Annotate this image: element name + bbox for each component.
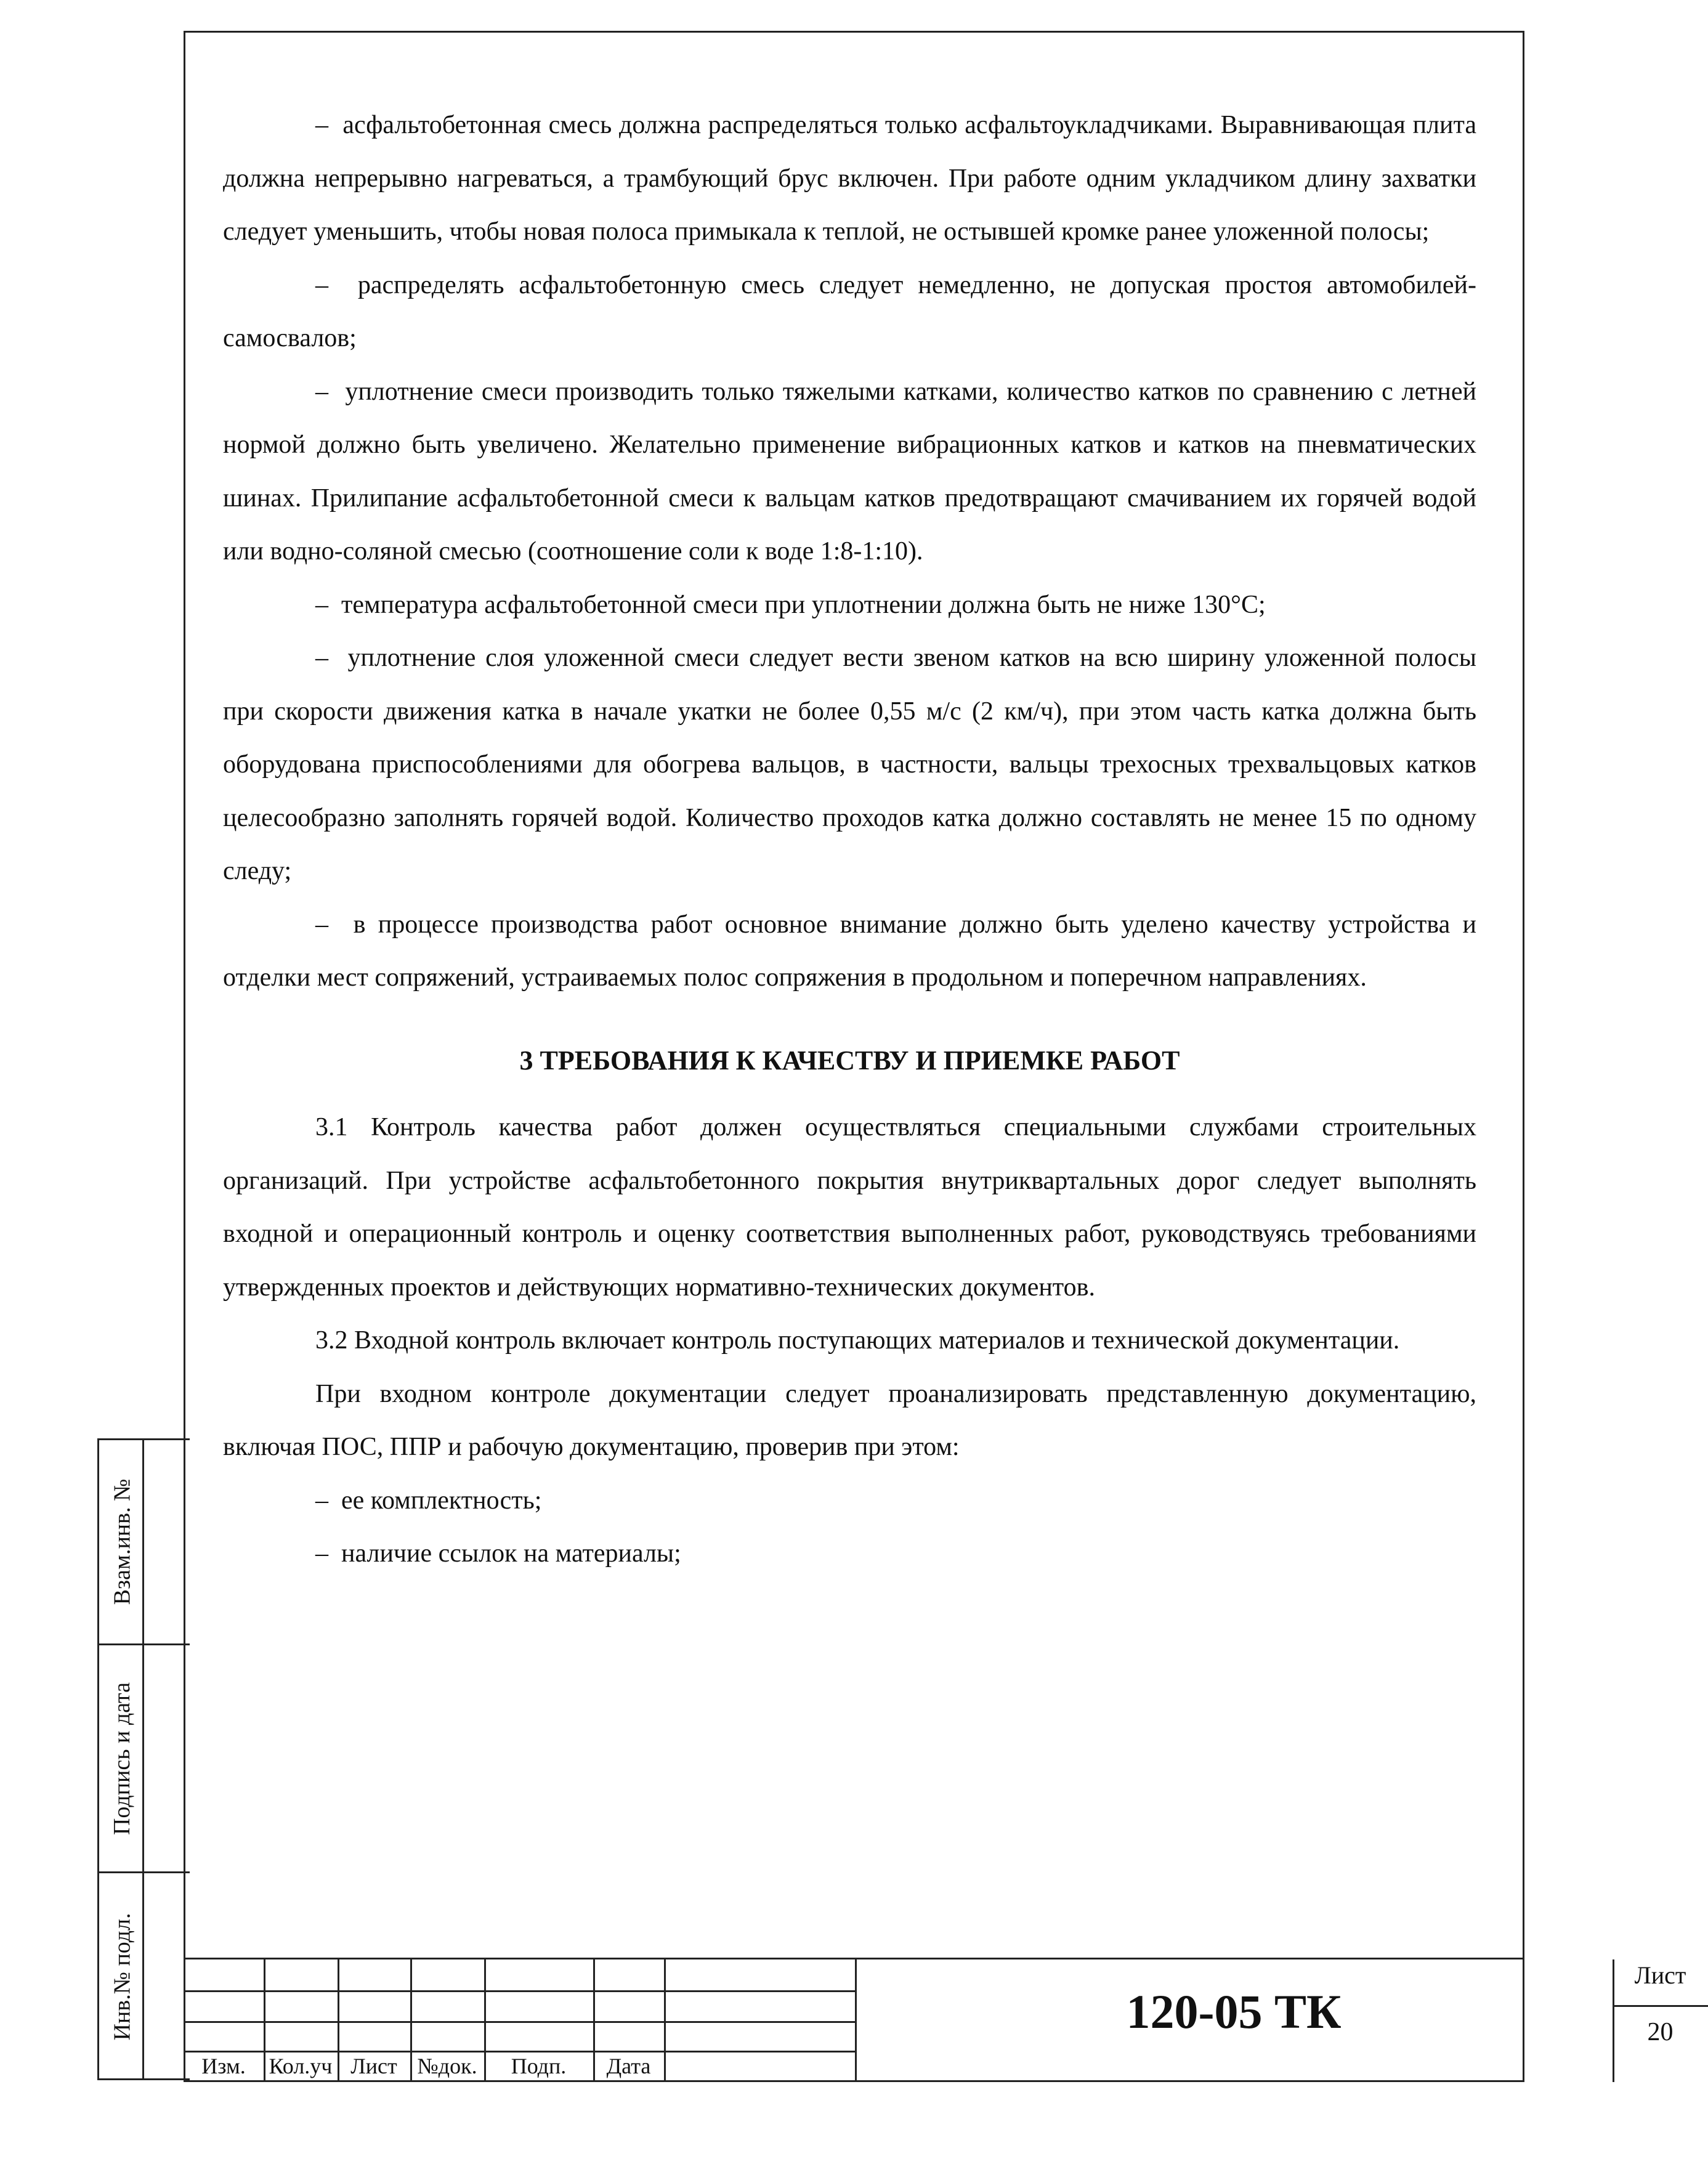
document-body: [223, 99, 1476, 1581]
list-item: – ее комплектность;: [315, 1486, 542, 1515]
list-item: – наличие ссылок на материалы;: [315, 1539, 681, 1568]
section-heading: 3 ТРЕБОВАНИЯ К КАЧЕСТВУ И ПРИЕМКЕ РАБОТ: [519, 1045, 1180, 1076]
sheet-number: 20: [1647, 2018, 1674, 2046]
tb-col-line: [664, 1959, 666, 2082]
paragraph: – в процессе производства работ основное внимание должно быть уделено качеству устройства и отделки мест сопряжений, устраиваемых полос сопряжения в продольном и поперечном направлениях.: [223, 910, 1476, 992]
tb-row-line: [184, 1990, 855, 1992]
paragraph: – уплотнение смеси производить только тяжелыми катками, количество катков по сравнению с летней нормой должно быть увеличено. Желательно применение вибрационных катков и катков на пневматических шинах. Прилипание асфальтобетонной смеси к вальцам катков предотвращают смачиванием их горячей водой или водно-соляной смесью (соотношение соли к воде 1:8-1:10).: [223, 377, 1476, 565]
sheet-label: Лист: [1634, 1961, 1686, 1989]
stamp-label-podpis: Подпись и дата: [109, 1682, 136, 1835]
tb-row-line: [1613, 2005, 1708, 2007]
tb-header-ndok: №док.: [417, 2054, 477, 2078]
stamp-cell-podpis: [102, 1645, 142, 1871]
tb-header-list: Лист: [350, 2054, 397, 2078]
stamp-divider: [142, 1440, 144, 2078]
paragraph: При входном контроле документации следует проанализировать представленную документацию, включая ПОС, ППР и рабочую документацию, проверив при этом:: [223, 1379, 1476, 1461]
paragraph: 3.2 Входной контроль включает контроль поступающих материалов и технической документации.: [315, 1326, 1400, 1355]
title-block: [184, 1958, 1686, 2082]
tb-row-line: [184, 2021, 855, 2023]
side-stamp: [97, 1438, 190, 2080]
paragraph: – уплотнение слоя уложенной смеси следует вести звеном катков на всю ширину уложенной полосы при скорости движения катка в начале укатки не более 0,55 м/с (2 км/ч), при этом часть катка должна быть оборудована приспособлениями для обогрева вальцов, в частности, вальцы трехосных трехвальцовых катков целесообразно заполнять горячей водой. Количество проходов катка должно составлять не менее 15 по одному следу;: [223, 644, 1476, 885]
tb-header-kol: Кол.уч: [269, 2054, 333, 2078]
stamp-label-vzam: Взам.инв. №: [109, 1478, 136, 1605]
stamp-cell-vzam: [102, 1440, 142, 1643]
paragraph: – асфальтобетонная смесь должна распределяться только асфальтоукладчиками. Выравнивающая плита должна непрерывно нагреваться, а трамбующий брус включен. При работе одним укладчиком длину захватки следует уменьшить, чтобы новая полоса примыкала к теплой, не остывшей кромке ранее уложенной полосы;: [223, 111, 1476, 246]
document-code: 120-05 ТК: [1126, 1985, 1342, 2038]
tb-header-podp: Подп.: [511, 2054, 567, 2078]
paragraph: 3.1 Контроль качества работ должен осуществляться специальными службами строительных организаций. При устройстве асфальтобетонного покрытия внутриквартальных дорог следует выполнять входной и операционный контроль и оценку соответствия выполненных работ, руководствуясь требованиями утвержденных проектов и действующих нормативно-технических документов.: [223, 1113, 1476, 1302]
tb-header-izm: Изм.: [201, 2054, 246, 2078]
stamp-label-inv: Инв.№ подл.: [109, 1913, 136, 2041]
paragraph: – распределять асфальтобетонную смесь следует немедленно, не допуская простоя автомобилей-самосвалов;: [223, 270, 1476, 352]
tb-row-line: [184, 2051, 855, 2052]
paragraph: – температура асфальтобетонной смеси при уплотнении должна быть не ниже 130°С;: [315, 590, 1266, 619]
tb-header-data: Дата: [606, 2054, 651, 2078]
stamp-cell-inv: [102, 1873, 142, 2080]
